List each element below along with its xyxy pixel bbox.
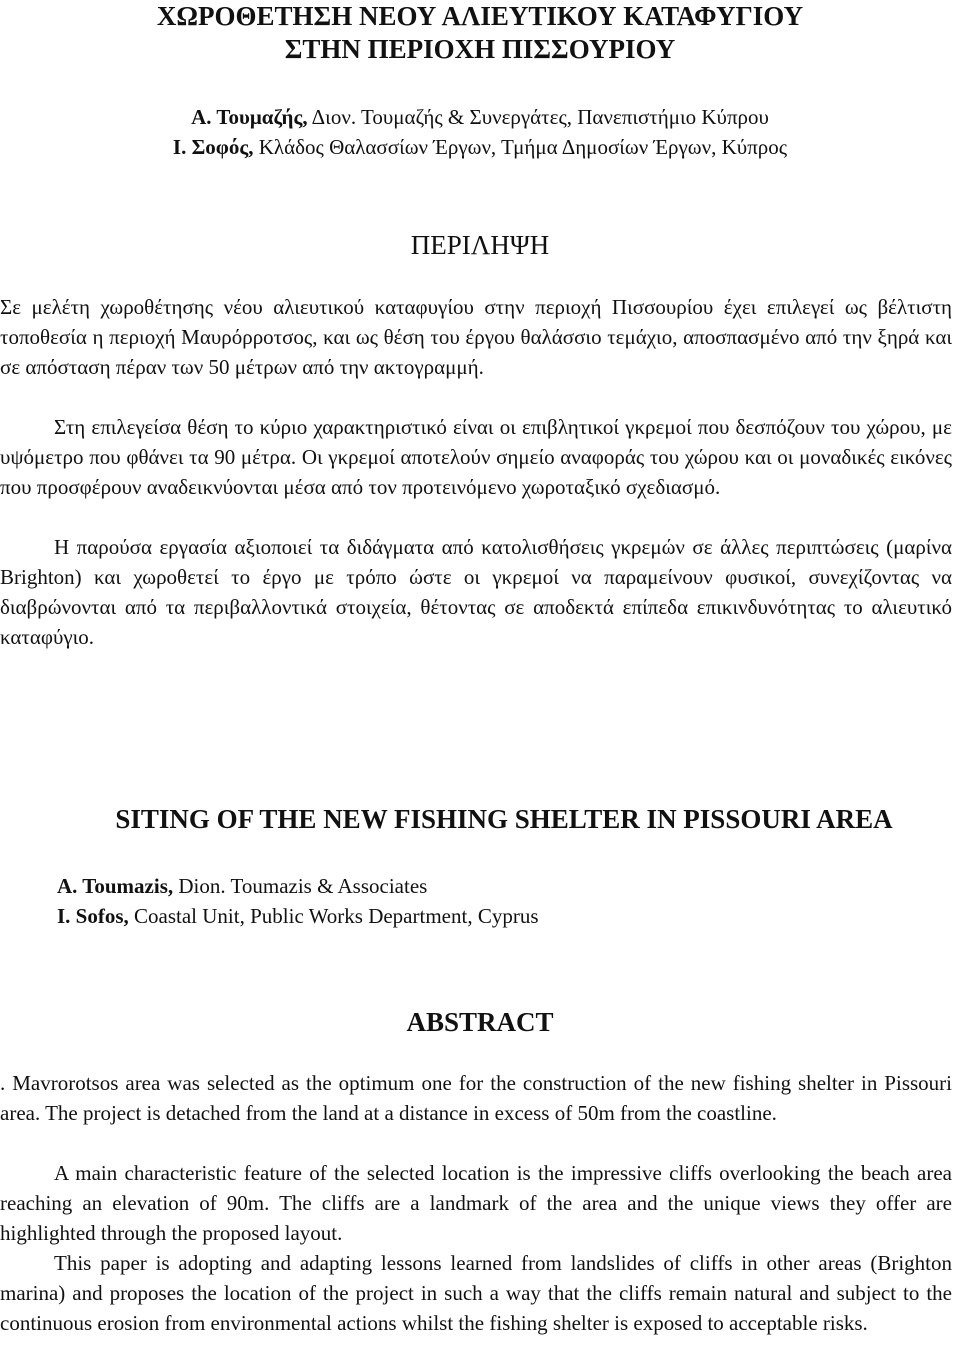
english-paragraph-1: . Mavrorotsos area was selected as the optimum one for the construction of the new fishing shelter in Pissouri area. The project is detached from the land at a distance in excess of 50m from the coastline. [0, 1071, 952, 1125]
english-paragraph-3: This paper is adopting and adapting lessons learned from landslides of cliffs in other areas (Brighton marina) and proposes the location of the project in such a way that the cliffs remain natural and subject to the continuous erosion from environmental actions whilst the fishing shelter is exposed to acceptable risks. [0, 1251, 952, 1335]
english-author-2-name: I. Sofos, [57, 904, 129, 928]
greek-author-2-name: Ι. Σοφός, [172, 135, 254, 159]
english-paragraph-2: A main characteristic feature of the selected location is the impressive cliffs overlooking the beach area reaching an elevation of 90m. The cliffs are a landmark of the area and the unique views they offer are highlighted through the proposed layout. [0, 1161, 952, 1245]
greek-author-1-name: Α. Τουμαζής, [191, 105, 308, 129]
english-author-1-affiliation: Dion. Toumazis & Associates [173, 874, 428, 898]
greek-author-1-affiliation: Διον. Τουμαζής & Συνεργάτες, Πανεπιστήμιο Κύπρου [307, 105, 769, 129]
greek-paragraph-1: Σε μελέτη χωροθέτησης νέου αλιευτικού καταφυγίου στην περιοχή Πισσουρίου έχει επιλεγεί ως βέλτιστη τοποθεσία η περιοχή Μαυρόρροτσος, και ως θέση του έργου θαλάσσιο τεμάχιο, αποσπασμένο από την ξηρά και σε απόσταση πέραν των 50 μέτρων από την ακτογραμμή. [0, 295, 952, 379]
greek-author-2 [0, 133, 960, 161]
english-title: SITING OF THE NEW FISHING SHELTER IN PISSOURI AREA [115, 804, 893, 834]
greek-abstract-heading: ΠΕΡΙΛΗΨΗ [410, 230, 550, 260]
english-author-1 [57, 871, 427, 901]
english-author-2-affiliation: Coastal Unit, Public Works Department, Cyprus [128, 904, 539, 928]
greek-author-2-affiliation: Κλάδος Θαλασσίων Έργων, Τμήμα Δημοσίων Έργων, Κύπρος [253, 135, 788, 159]
greek-paragraph-3: Η παρούσα εργασία αξιοποιεί τα διδάγματα από κατολισθήσεις γκρεμών σε άλλες περιπτώσεις (μαρίνα Brighton) και χωροθετεί το έργο με τρόπο ώστε οι γκρεμοί να παραμείνουν φυσικοί, συνεχίζοντας να διαβρώνονται από τα περιβαλλοντικά στοιχεία, θέτοντας σε αποδεκτά επίπεδα επικινδυνότητας το αλιευτικό καταφύγιο. [0, 535, 952, 649]
english-author-2 [57, 901, 539, 931]
greek-paragraph-2: Στη επιλεγείσα θέση το κύριο χαρακτηριστικό είναι οι επιβλητικοί γκρεμοί που δεσπόζουν του χώρου, με υψόμετρο που φθάνει τα 90 μέτρα. Οι γκρεμοί αποτελούν σημείο αναφοράς του χώρου και οι μοναδικές εικόνες που προσφέρουν αναδεικνύονται μέσα από τον προτεινόμενο χωροταξικό σχεδιασμό. [0, 415, 952, 499]
greek-title-line-1: ΧΩΡΟΘΕΤΗΣΗ ΝΕΟΥ ΑΛΙΕΥΤΙΚΟΥ ΚΑΤΑΦΥΓΙΟΥ [156, 1, 804, 31]
english-author-1-name: A. Toumazis, [57, 874, 174, 898]
english-abstract-heading: ABSTRACT [406, 1007, 554, 1037]
greek-author-1 [0, 103, 960, 131]
greek-title-line-2: ΣΤΗΝ ΠΕΡΙΟΧΗ ΠΙΣΣΟΥΡΙΟΥ [284, 34, 676, 64]
